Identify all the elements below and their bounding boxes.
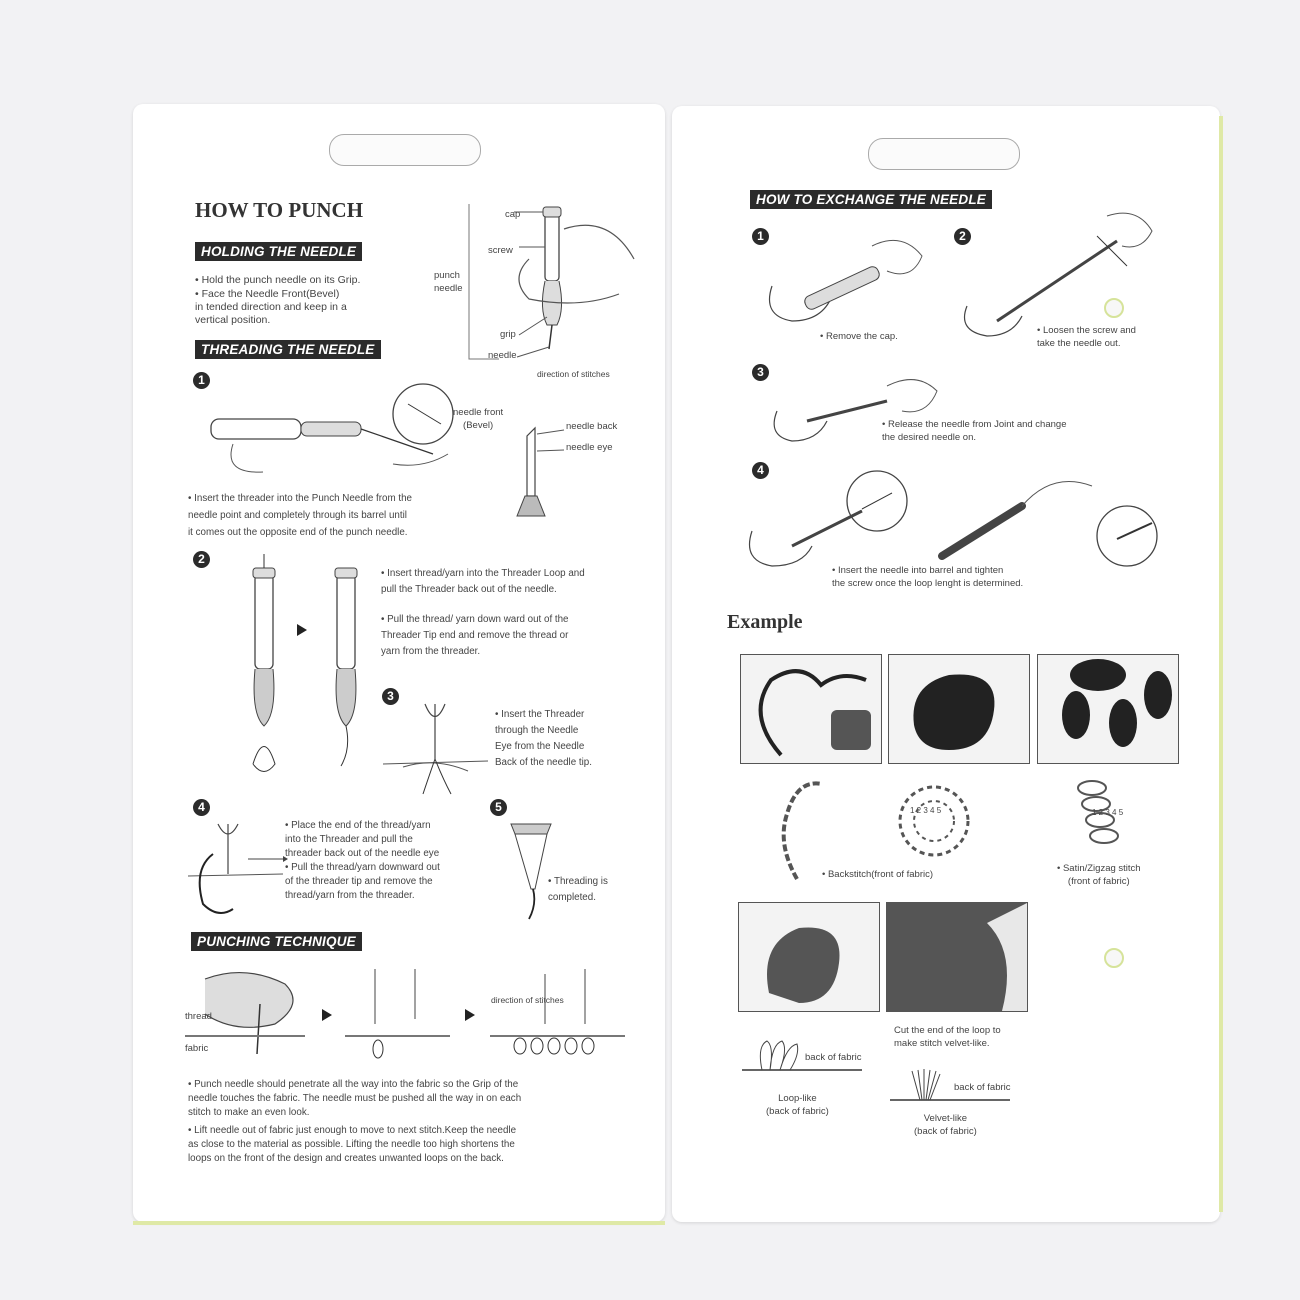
step-4-illustration <box>188 814 288 924</box>
step-5-text: • Threading is completed. <box>548 876 608 903</box>
step-2-illustration <box>223 554 383 784</box>
left-instruction-card <box>133 104 665 1222</box>
round-hole <box>1104 948 1124 968</box>
back-of-fabric-label-1: back of fabric <box>805 1052 862 1063</box>
exchange-step-4-illustration <box>722 461 1182 571</box>
step-4-badge: 4 <box>193 799 210 816</box>
label-direction-stitches-2: direction of stitches <box>491 995 564 1005</box>
section-header-threading: THREADING THE NEEDLE <box>195 340 381 359</box>
section-header-exchange: HOW TO EXCHANGE THE NEEDLE <box>750 190 992 209</box>
loop-like-label: Loop-like (back of fabric) <box>766 1093 829 1117</box>
technique-bullet-2: • Lift needle out of fabric just enough to move to next stitch.Keep the needle as close to the material as possible. Lifting the needle too high shortens the loops on the front of the design and creates unwanted loops on the back. <box>188 1125 517 1164</box>
label-screw: screw <box>488 245 513 256</box>
hang-hole <box>868 138 1020 170</box>
step-1-text: • Insert the threader into the Punch Needle from the needle point and completely through its barrel until it comes out the opposite end of the punch needle. <box>188 493 412 538</box>
label-needle: needle <box>488 350 517 361</box>
step-5-illustration <box>503 819 563 924</box>
technique-illustration <box>185 964 625 1079</box>
exchange-step-1-text: • Remove the cap. <box>820 331 898 342</box>
exchange-step-1-illustration <box>762 226 932 326</box>
cut-loop-text: Cut the end of the loop to make stitch velvet-like. <box>894 1025 1001 1049</box>
section-header-technique: PUNCHING TECHNIQUE <box>191 932 362 951</box>
step-3-badge: 3 <box>382 688 399 705</box>
label-needle-front: needle front (Bevel) <box>453 407 504 431</box>
step-1-illustration <box>193 374 473 484</box>
satin-label: • Satin/Zigzag stitch (front of fabric) <box>1057 863 1141 887</box>
label-needle-eye: needle eye <box>566 442 613 453</box>
step-1-badge: 1 <box>193 372 210 389</box>
example-swatch-satin <box>1037 654 1179 764</box>
right-instruction-card <box>672 106 1220 1222</box>
exchange-step-4-badge: 4 <box>752 462 769 479</box>
example-swatch-loop <box>738 902 880 1012</box>
needle-tip-illustration <box>509 416 569 516</box>
label-needle-back: needle back <box>566 421 618 432</box>
velvet-like-label: Velvet-like (back of fabric) <box>914 1113 977 1137</box>
step-4-text: • Place the end of the thread/yarn into the Threader and pull the threader back out of the needle eye • Pull the thread/yarn downward out of the threader tip and remove the thread/yarn from the threader. <box>285 820 440 901</box>
step-3-illustration <box>373 699 503 799</box>
hang-hole <box>329 134 481 166</box>
label-direction-stitches: direction of stitches <box>537 369 610 379</box>
exchange-step-3-text: • Release the needle from Joint and change the desired needle on. <box>882 419 1067 443</box>
example-swatch-fill <box>888 654 1030 764</box>
technique-bullet-1: • Punch needle should penetrate all the way into the fabric so the Grip of the needle touches the fabric. The needle must be pushed all the way in on each stitch to make an even look. <box>188 1079 522 1118</box>
exchange-step-2-text: • Loosen the screw and take the needle out. <box>1037 325 1136 349</box>
exchange-step-3-badge: 3 <box>752 364 769 381</box>
back-of-fabric-label-2: back of fabric <box>954 1082 1011 1093</box>
holding-bullet-1: • Hold the punch needle on its Grip. <box>195 274 361 286</box>
satin-digits: 1 2 3 4 5 <box>1092 808 1124 817</box>
step-2-text-a: • Insert thread/yarn into the Threader Loop and pull the Threader back out of the needle. <box>381 568 585 595</box>
exchange-step-2-badge: 2 <box>954 228 971 245</box>
section-header-holding: HOLDING THE NEEDLE <box>195 242 362 261</box>
page-title: HOW TO PUNCH <box>195 198 364 222</box>
backstitch-label: • Backstitch(front of fabric) <box>822 869 934 880</box>
step-2-text-b: • Pull the thread/ yarn down ward out of the Threader Tip end and remove the thread or yarn from the threader. <box>381 614 569 657</box>
example-title: Example <box>727 611 803 633</box>
example-swatch-backstitch <box>740 654 882 764</box>
card-edge-right <box>1219 116 1223 1212</box>
holding-bullet-2: • Face the Needle Front(Bevel) in tended direction and keep in a vertical position. <box>195 288 347 326</box>
example-swatch-velvet <box>886 902 1028 1012</box>
label-fabric: fabric <box>185 1043 209 1054</box>
step-5-badge: 5 <box>490 799 507 816</box>
card-edge <box>133 1221 665 1225</box>
step-3-text: • Insert the Threader through the Needle Eye from the Needle Back of the needle tip. <box>495 709 592 768</box>
exchange-step-1-badge: 1 <box>752 228 769 245</box>
step-2-badge: 2 <box>193 551 210 568</box>
label-grip: grip <box>500 329 516 340</box>
spiral-diagram <box>894 781 974 861</box>
label-cap: cap <box>505 209 521 220</box>
holding-needle-illustration <box>469 199 649 369</box>
spiral-digits: 1 2 3 4 5 <box>910 806 942 815</box>
exchange-step-4-text: • Insert the needle into barrel and tighten the screw once the loop lenght is determined. <box>832 565 1024 589</box>
label-thread: thread <box>185 1011 212 1022</box>
label-punch-needle: punch needle <box>434 270 463 294</box>
